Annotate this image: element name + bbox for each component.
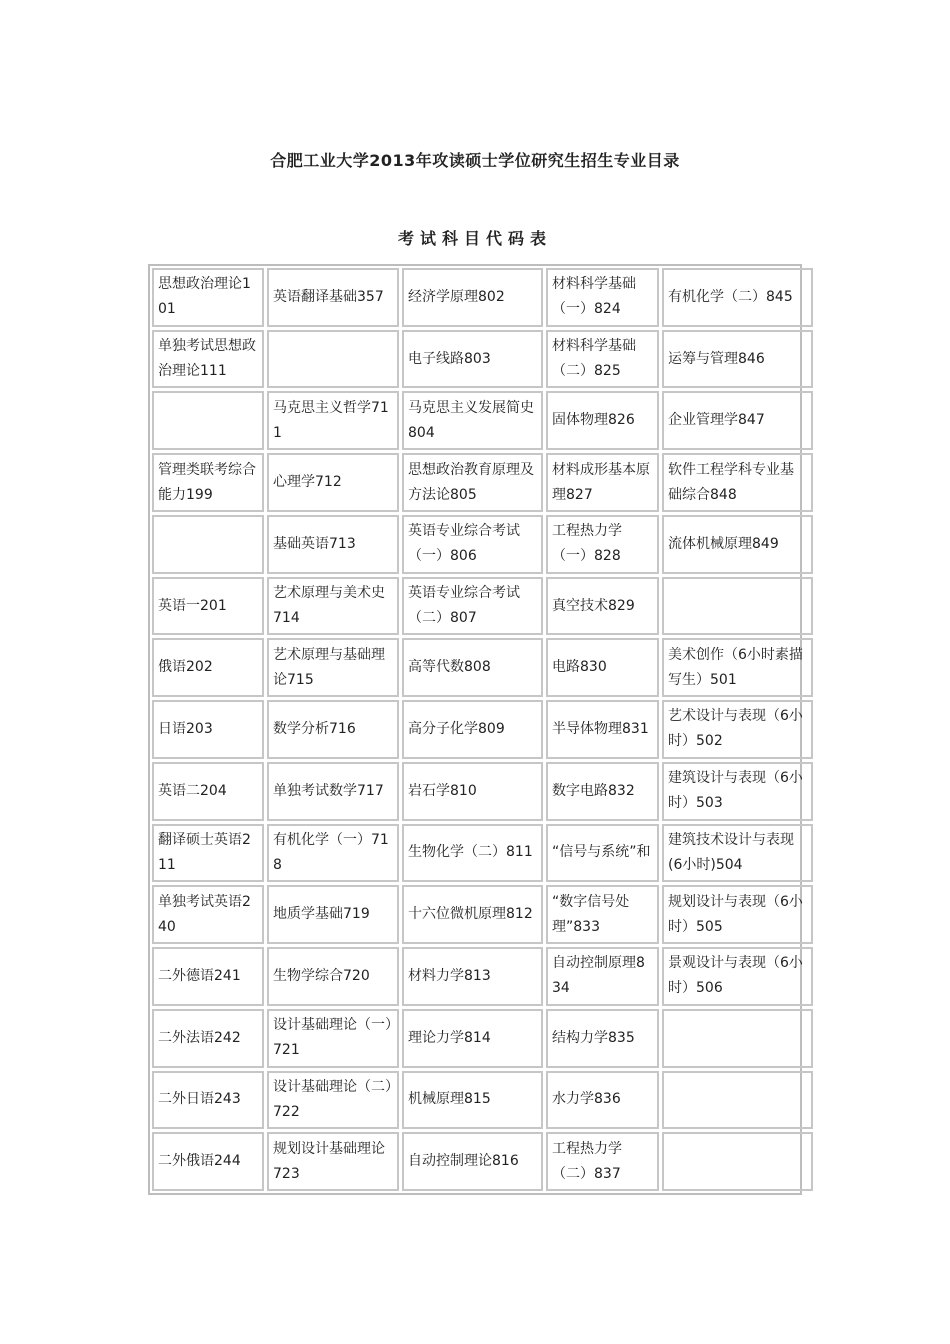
table-cell (402, 330, 543, 389)
table-cell (546, 453, 659, 512)
table-cell (662, 515, 813, 574)
table-cell (402, 824, 543, 883)
table-cell (662, 762, 813, 821)
cell-text: 英语二204 (158, 782, 227, 799)
cell-text: 单独考试英语240 (158, 893, 251, 935)
table-cell (152, 885, 264, 944)
table-cell (546, 700, 659, 759)
table-cell (267, 268, 399, 327)
cell-text: 数字电路832 (552, 782, 635, 799)
cell-text: 日语203 (158, 720, 213, 737)
cell-text: 有机化学（二）845 (668, 288, 793, 305)
table-grid (152, 268, 803, 1191)
table-cell (402, 268, 543, 327)
cell-text: 马克思主义哲学711 (273, 399, 389, 441)
table-cell (267, 762, 399, 821)
cell-text: 规划设计基础理论723 (273, 1140, 385, 1182)
table-cell (267, 391, 399, 450)
cell-text: 生物学综合720 (273, 967, 370, 984)
cell-text: 工程热力学（二）837 (552, 1140, 622, 1182)
cell-text: 电子线路803 (408, 350, 491, 367)
cell-text: 翻译硕士英语211 (158, 831, 251, 873)
table-cell (546, 947, 659, 1006)
document-title: 合肥工业大学2013年攻读硕士学位研究生招生专业目录 (270, 151, 680, 170)
table-cell (662, 638, 813, 697)
table-cell (402, 638, 543, 697)
table-cell (267, 515, 399, 574)
cell-text: 自动控制理论816 (408, 1153, 519, 1170)
subject-code-table (148, 264, 802, 1195)
table-cell (152, 1071, 264, 1130)
table-cell (267, 885, 399, 944)
cell-text: 美术创作（6小时素描写生）501 (668, 646, 803, 688)
table-cell (402, 1009, 543, 1068)
cell-text: 英语一201 (158, 597, 227, 614)
cell-text: 马克思主义发展简史804 (408, 399, 534, 441)
cell-text: 地质学基础719 (273, 906, 370, 923)
cell-text: 英语专业综合考试（二）807 (408, 585, 520, 627)
cell-text: 半导体物理831 (552, 720, 649, 737)
cell-text: 俄语202 (158, 659, 213, 676)
table-cell (267, 947, 399, 1006)
table-cell (152, 391, 264, 450)
table-cell (662, 947, 813, 1006)
table-cell (152, 1132, 264, 1191)
cell-text: 材料成形基本原理827 (552, 461, 650, 503)
cell-text: 理论力学814 (408, 1029, 491, 1046)
table-cell (267, 1132, 399, 1191)
cell-text: 规划设计与表现（6小时）505 (668, 893, 803, 935)
cell-text: 管理类联考综合能力199 (158, 461, 256, 503)
cell-text: 单独考试思想政治理论111 (158, 338, 256, 380)
cell-text: 生物化学（二）811 (408, 844, 533, 861)
cell-text: 高等代数808 (408, 659, 491, 676)
table-cell (402, 453, 543, 512)
table-cell (546, 515, 659, 574)
table-cell (662, 824, 813, 883)
cell-text: 岩石学810 (408, 782, 477, 799)
cell-text: 十六位微机原理812 (408, 906, 533, 923)
table-cell (152, 330, 264, 389)
cell-text: 经济学原理802 (408, 288, 505, 305)
cell-text: 工程热力学（一）828 (552, 523, 622, 565)
cell-text: 英语专业综合考试（一）806 (408, 523, 520, 565)
table-title: 考试科目代码表 (397, 229, 552, 248)
cell-text: 结构力学835 (552, 1029, 635, 1046)
table-cell (546, 268, 659, 327)
table-cell (662, 1071, 813, 1130)
table-cell (662, 1009, 813, 1068)
cell-text: 电路830 (552, 659, 607, 676)
table-cell (546, 1132, 659, 1191)
table-cell (546, 1009, 659, 1068)
cell-text: 建筑设计与表现（6小时）503 (668, 770, 803, 812)
cell-text: 艺术原理与美术史714 (273, 585, 385, 627)
table-cell (402, 885, 543, 944)
table-cell (152, 577, 264, 636)
table-cell (402, 700, 543, 759)
cell-text: 软件工程学科专业基础综合848 (668, 461, 794, 503)
table-cell (152, 824, 264, 883)
table-cell (402, 391, 543, 450)
cell-text: “数字信号处理”833 (552, 893, 630, 935)
table-cell (267, 1009, 399, 1068)
table-cell (546, 1071, 659, 1130)
cell-text: 运筹与管理846 (668, 350, 765, 367)
cell-text: 艺术设计与表现（6小时）502 (668, 708, 803, 750)
table-cell (267, 577, 399, 636)
cell-text: 心理学712 (273, 474, 342, 491)
table-cell (267, 638, 399, 697)
cell-text: 企业管理学847 (668, 412, 765, 429)
cell-text: “信号与系统”和 (552, 844, 651, 861)
table-cell (546, 824, 659, 883)
cell-text: 英语翻译基础357 (273, 288, 384, 305)
table-cell (152, 453, 264, 512)
cell-text: 思想政治理论101 (158, 276, 251, 318)
table-cell (267, 700, 399, 759)
table-cell (402, 947, 543, 1006)
cell-text: 二外法语242 (158, 1029, 241, 1046)
table-cell (546, 391, 659, 450)
table-cell (267, 824, 399, 883)
table-cell (546, 885, 659, 944)
cell-text: 二外德语241 (158, 967, 241, 984)
cell-text: 水力学836 (552, 1091, 621, 1108)
table-cell (662, 391, 813, 450)
cell-text: 固体物理826 (552, 412, 635, 429)
table-cell (662, 577, 813, 636)
table-cell (152, 638, 264, 697)
cell-text: 有机化学（一）718 (273, 831, 389, 873)
table-cell (402, 577, 543, 636)
cell-text: 单独考试数学717 (273, 782, 384, 799)
table-cell (402, 1132, 543, 1191)
table-cell (662, 1132, 813, 1191)
table-cell (402, 1071, 543, 1130)
table-cell (662, 330, 813, 389)
cell-text: 机械原理815 (408, 1091, 491, 1108)
table-cell (662, 453, 813, 512)
cell-text: 高分子化学809 (408, 720, 505, 737)
cell-text: 设计基础理论（二）722 (273, 1078, 392, 1120)
table-cell (152, 700, 264, 759)
cell-text: 自动控制原理834 (552, 955, 645, 997)
table-cell (152, 515, 264, 574)
cell-text: 材料力学813 (408, 967, 491, 984)
table-cell (267, 330, 399, 389)
cell-text: 艺术原理与基础理论715 (273, 646, 385, 688)
cell-text: 二外俄语244 (158, 1153, 241, 1170)
cell-text: 二外日语243 (158, 1091, 241, 1108)
table-cell (152, 947, 264, 1006)
table-cell (662, 268, 813, 327)
table-cell (546, 330, 659, 389)
table-cell (402, 762, 543, 821)
table-cell (662, 700, 813, 759)
table-cell (402, 515, 543, 574)
table-cell (662, 885, 813, 944)
table-cell (267, 1071, 399, 1130)
cell-text: 材料科学基础（一）824 (552, 276, 636, 318)
table-cell (152, 762, 264, 821)
table-cell (546, 638, 659, 697)
table-cell (152, 268, 264, 327)
cell-text: 材料科学基础（二）825 (552, 338, 636, 380)
table-cell (546, 577, 659, 636)
cell-text: 基础英语713 (273, 535, 356, 552)
table-cell (267, 453, 399, 512)
table-cell (152, 1009, 264, 1068)
cell-text: 流体机械原理849 (668, 535, 779, 552)
cell-text: 真空技术829 (552, 597, 635, 614)
cell-text: 景观设计与表现（6小时）506 (668, 955, 803, 997)
cell-text: 设计基础理论（一）721 (273, 1017, 392, 1059)
cell-text: 数学分析716 (273, 720, 356, 737)
table-cell (546, 762, 659, 821)
cell-text: 思想政治教育原理及方法论805 (408, 461, 534, 503)
cell-text: 建筑技术设计与表现(6小时)504 (668, 831, 794, 873)
